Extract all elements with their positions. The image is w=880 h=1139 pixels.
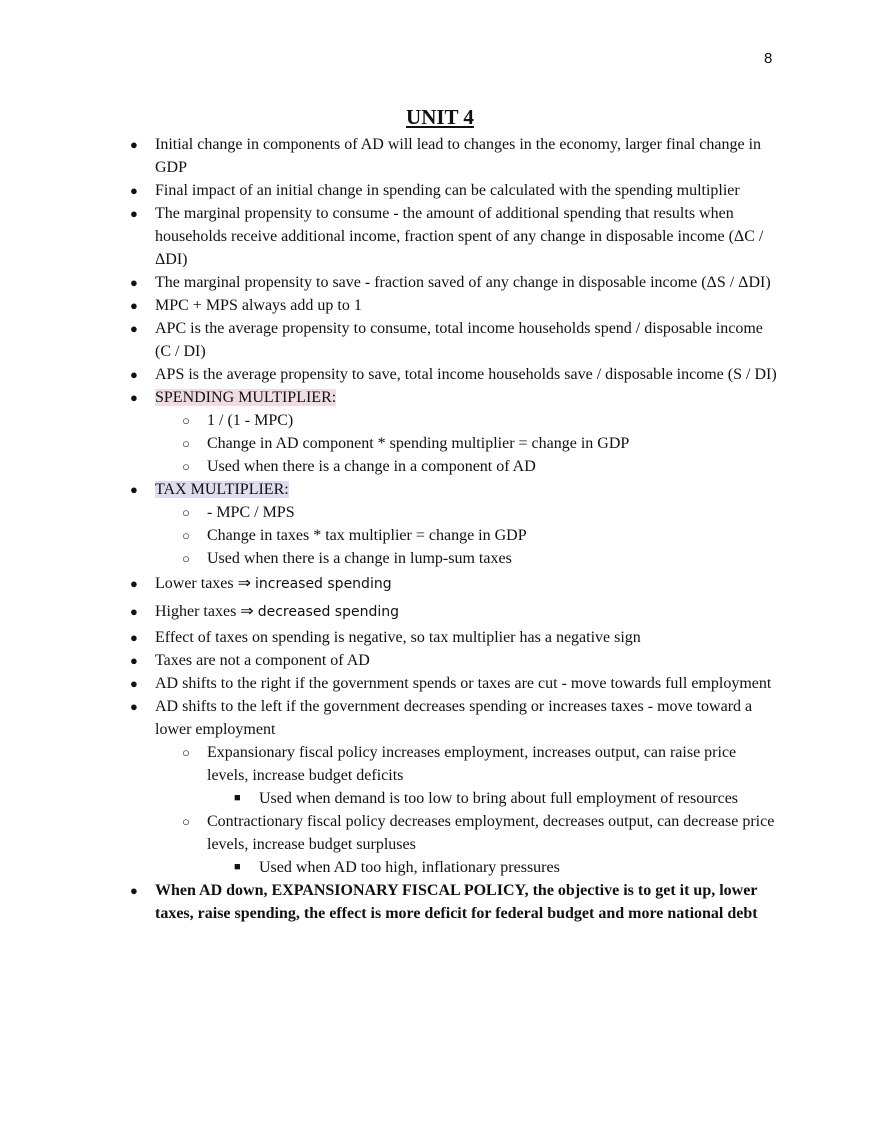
- list-item-text: Used when AD too high, inflationary pressures: [259, 859, 560, 876]
- bullet-icon: ○: [182, 551, 190, 566]
- bullet-icon: ●: [130, 206, 138, 221]
- bullet-icon: ●: [130, 367, 138, 382]
- list-item: [130, 133, 780, 179]
- list-item-text: Final impact of an initial change in spending can be calculated with the spending multiplier: [155, 182, 740, 199]
- list-item-text: MPC + MPS always add up to 1: [155, 297, 362, 314]
- bullet-icon: ●: [130, 630, 138, 645]
- bullet-icon: ●: [130, 183, 138, 198]
- list-item: [130, 363, 780, 386]
- list-item: [130, 386, 780, 409]
- list-item-text: TAX MULTIPLIER:: [155, 481, 289, 498]
- list-item: [130, 179, 780, 202]
- list-item-text: SPENDING MULTIPLIER:: [155, 389, 337, 406]
- list-item-text: Lower taxes ⇒: [155, 575, 252, 592]
- bullet-list: [130, 133, 780, 925]
- list-item: [130, 598, 780, 626]
- list-item: [130, 202, 780, 271]
- bullet-icon: ●: [130, 576, 138, 591]
- list-item-text: Taxes are not a component of AD: [155, 652, 370, 669]
- list-item-text: 1 / (1 - MPC): [207, 412, 294, 429]
- list-item: [182, 524, 780, 547]
- list-item-text: The marginal propensity to save - fraction saved of any change in disposable income (ΔS / ΔDI): [155, 274, 771, 291]
- page-title: UNIT 4: [406, 105, 474, 129]
- bullet-icon: ●: [130, 604, 138, 619]
- bullet-icon: ●: [130, 883, 138, 898]
- bullet-icon: ○: [182, 459, 190, 474]
- list-item-text: Used when demand is too low to bring about full employment of resources: [259, 790, 739, 807]
- bullet-icon: ○: [182, 528, 190, 543]
- list-item: [130, 294, 780, 317]
- list-item: [182, 432, 780, 455]
- list-item-text: Change in taxes * tax multiplier = change in GDP: [207, 527, 527, 544]
- list-item: [130, 879, 780, 925]
- list-item-text: The marginal propensity to consume - the amount of additional spending that results when households receive additional income, fraction spent of any change in disposable income (ΔC / ΔDI): [155, 205, 764, 268]
- list-item: [130, 695, 780, 741]
- list-item: [130, 672, 780, 695]
- bullet-icon: ●: [130, 653, 138, 668]
- list-item-text: Expansionary fiscal policy increases employment, increases output, can raise price levels, increase budget deficits: [207, 744, 737, 784]
- bullet-icon: ●: [130, 390, 138, 405]
- bullet-icon: ●: [130, 321, 138, 336]
- list-item: [234, 787, 780, 810]
- list-item-text-sans: increased spending: [255, 576, 392, 592]
- list-item: [130, 649, 780, 672]
- bullet-icon: ●: [130, 298, 138, 313]
- bullet-icon: ○: [182, 745, 190, 760]
- list-item: [130, 317, 780, 363]
- list-item-text: APS is the average propensity to save, total income households save / disposable income (S / DI): [155, 366, 777, 383]
- list-item-text: Effect of taxes on spending is negative, so tax multiplier has a negative sign: [155, 629, 641, 646]
- bullet-icon: ■: [234, 861, 241, 873]
- list-item-text: - MPC / MPS: [207, 504, 295, 521]
- bullet-icon: ●: [130, 482, 138, 497]
- page-number: 8: [764, 50, 773, 67]
- list-item-text: AD shifts to the left if the government decreases spending or increases taxes - move toward a lower employment: [155, 698, 753, 738]
- bullet-icon: ○: [182, 814, 190, 829]
- list-item: [130, 478, 780, 501]
- list-item: [182, 741, 780, 787]
- list-item-text: Higher taxes ⇒: [155, 603, 254, 620]
- list-item: [182, 501, 780, 524]
- list-item-text: Initial change in components of AD will lead to changes in the economy, larger final change in GDP: [155, 136, 762, 176]
- list-item: [182, 409, 780, 432]
- bullet-icon: ●: [130, 676, 138, 691]
- bullet-icon: ○: [182, 413, 190, 428]
- bullet-icon: ■: [234, 792, 241, 804]
- list-item: [182, 455, 780, 478]
- bullet-icon: ●: [130, 137, 138, 152]
- list-item: [182, 810, 780, 856]
- bullet-icon: ●: [130, 275, 138, 290]
- list-item-text-sans: decreased spending: [257, 604, 400, 620]
- list-item-text: Change in AD component * spending multiplier = change in GDP: [207, 435, 630, 452]
- list-item-text: APC is the average propensity to consume, total income households spend / disposable income (C / DI): [155, 320, 763, 360]
- bullet-icon: ○: [182, 436, 190, 451]
- list-item: [130, 271, 780, 294]
- bullet-icon: ●: [130, 699, 138, 714]
- list-item-text: When AD down, EXPANSIONARY FISCAL POLICY, the objective is to get it up, lower taxes, raise spending, the effect is more deficit for federal budget and more national debt: [155, 882, 758, 922]
- list-item: [234, 856, 780, 879]
- list-item-text: AD shifts to the right if the government spends or taxes are cut - move towards full employment: [155, 675, 772, 692]
- list-item-text: Contractionary fiscal policy decreases employment, decreases output, can decrease price levels, increase budget surpluses: [207, 813, 775, 853]
- list-item-text: Used when there is a change in a component of AD: [207, 458, 536, 475]
- list-item: [130, 570, 780, 598]
- list-item: [130, 626, 780, 649]
- list-item-text: Used when there is a change in lump-sum taxes: [207, 550, 512, 567]
- list-item: [182, 547, 780, 570]
- bullet-icon: ○: [182, 505, 190, 520]
